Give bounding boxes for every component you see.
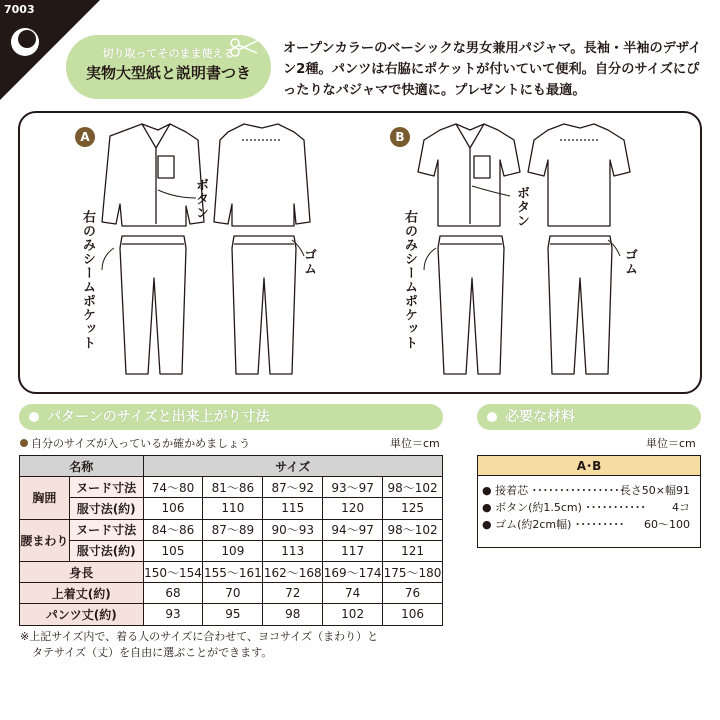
table-cell: 125 xyxy=(383,498,443,519)
table-cell: 98〜102 xyxy=(383,477,443,498)
a-front-top-illustration xyxy=(102,124,204,226)
table-cell: 90〜93 xyxy=(263,519,323,540)
table-cell: 81〜86 xyxy=(203,477,263,498)
b-pocket-label: 右のみシームポケット xyxy=(402,210,417,350)
b-button-label: ボタン xyxy=(514,186,529,228)
materials-unit: 単位＝cm xyxy=(646,437,696,450)
table-cell: 74 xyxy=(323,583,383,604)
nude-label: ヌード寸法 xyxy=(69,519,143,540)
table-cell: 120 xyxy=(323,498,383,519)
table-cell: 84〜86 xyxy=(143,519,203,540)
table-cell: 110 xyxy=(203,498,263,519)
table-cell: 113 xyxy=(263,540,323,561)
table-cell: 109 xyxy=(203,540,263,561)
bullet-icon xyxy=(29,412,39,422)
product-code: 7003 xyxy=(4,3,35,16)
material-value: 長さ50×幅91 xyxy=(619,484,690,497)
table-cell: 87〜92 xyxy=(263,477,323,498)
tag-line-1: 切り取ってそのまま使える xyxy=(102,47,235,60)
table-cell: 150〜154 xyxy=(143,561,203,582)
materials-box xyxy=(477,455,701,548)
size-table xyxy=(19,455,443,626)
table-cell: 70 xyxy=(203,583,263,604)
a-button-label: ボタン xyxy=(193,178,208,220)
table-cell: 102 xyxy=(323,604,383,625)
material-value: 60〜100 xyxy=(644,518,690,531)
b-front-pants-illustration xyxy=(438,236,504,374)
size-footnote xyxy=(20,629,378,661)
material-label: ● 接着芯 ･････････････････ xyxy=(482,484,626,497)
b-back-top-illustration xyxy=(528,124,630,226)
table-cell: 76 xyxy=(383,583,443,604)
pants-length-label: パンツ丈(約) xyxy=(20,604,144,625)
size-section-header xyxy=(19,404,443,430)
table-cell: 87〜89 xyxy=(203,519,263,540)
table-row xyxy=(20,519,443,540)
b-back-pants-illustration xyxy=(548,236,612,374)
bullet-icon xyxy=(487,412,497,422)
size-unit: 単位＝cm xyxy=(390,437,440,450)
material-label: ● ゴム(約2cm幅) ･････････ xyxy=(482,518,625,531)
table-cell: 162〜168 xyxy=(263,561,323,582)
size-section-title: パターンのサイズと出来上がり寸法 xyxy=(47,409,270,425)
garment-label: 服寸法(約) xyxy=(69,498,143,519)
a-back-top-illustration xyxy=(214,124,310,226)
a-back-pants-illustration xyxy=(232,236,296,374)
materials-section-title: 必要な材料 xyxy=(505,409,575,425)
table-cell: 93〜97 xyxy=(323,477,383,498)
bullet-icon xyxy=(20,439,28,447)
waist-label: 腰まわり xyxy=(20,519,70,561)
variant-a-badge: A xyxy=(75,127,95,147)
header-size-cell: サイズ xyxy=(143,456,442,477)
b-elastic-label: ゴム xyxy=(622,248,637,276)
materials-section-header xyxy=(477,404,701,430)
table-cell: 68 xyxy=(143,583,203,604)
table-cell: 115 xyxy=(263,498,323,519)
table-cell: 74〜80 xyxy=(143,477,203,498)
top-length-label: 上着丈(約) xyxy=(20,583,144,604)
material-value: 4コ xyxy=(672,501,690,514)
size-note-text: 自分のサイズが入っているか確かめましょう xyxy=(31,437,251,450)
table-cell: 117 xyxy=(323,540,383,561)
chest-label: 胸囲 xyxy=(20,477,70,519)
variant-b-badge: B xyxy=(390,127,410,147)
b-pocket-leader xyxy=(424,248,436,270)
nude-label: ヌード寸法 xyxy=(69,477,143,498)
table-cell: 169〜174 xyxy=(323,561,383,582)
table-row xyxy=(20,561,443,582)
table-row xyxy=(20,540,443,561)
list-item xyxy=(478,482,700,499)
a-pocket-label: 右のみシームポケット xyxy=(80,210,95,350)
size-note xyxy=(20,435,250,451)
table-cell: 94〜97 xyxy=(323,519,383,540)
table-row xyxy=(20,583,443,604)
table-cell: 93 xyxy=(143,604,203,625)
footnote-line-1: ※上記サイズ内で、着る人のサイズに合わせて、ヨコサイズ（まわり）と xyxy=(20,630,379,643)
table-cell: 106 xyxy=(383,604,443,625)
material-label: ● ボタン(約1.5cm) ･･･････････ xyxy=(482,501,646,514)
table-cell: 72 xyxy=(263,583,323,604)
height-label: 身長 xyxy=(20,561,144,582)
table-header-row xyxy=(20,456,443,477)
table-cell: 175〜180 xyxy=(383,561,443,582)
table-cell: 121 xyxy=(383,540,443,561)
header-name-cell: 名称 xyxy=(20,456,144,477)
product-description: オープンカラーのベーシックな男女兼用パジャマ。長袖・半袖のデザイン2種。パンツは右脇にポケットが付いていて便利。自分のサイズにぴったりなパジャマで快適に。プレゼントにも最適。 xyxy=(283,41,702,98)
table-cell: 98〜102 xyxy=(383,519,443,540)
table-cell: 106 xyxy=(143,498,203,519)
b-front-top-illustration xyxy=(418,124,520,226)
table-cell: 155〜161 xyxy=(203,561,263,582)
tag-line-2: 実物大型紙と説明書つき xyxy=(85,64,251,82)
a-front-pants-illustration xyxy=(120,236,186,374)
table-row xyxy=(20,604,443,625)
table-row xyxy=(20,477,443,498)
footnote-line-2: タテサイズ（丈）を自由に選ぶことができます。 xyxy=(32,646,273,659)
table-row xyxy=(20,498,443,519)
materials-header: A･B xyxy=(478,456,700,476)
a-pocket-leader xyxy=(102,248,114,270)
garment-label: 服寸法(約) xyxy=(69,540,143,561)
table-cell: 98 xyxy=(263,604,323,625)
list-item xyxy=(478,516,700,533)
table-cell: 95 xyxy=(203,604,263,625)
a-elastic-label: ゴム xyxy=(301,248,316,276)
list-item xyxy=(478,499,700,516)
table-cell: 105 xyxy=(143,540,203,561)
